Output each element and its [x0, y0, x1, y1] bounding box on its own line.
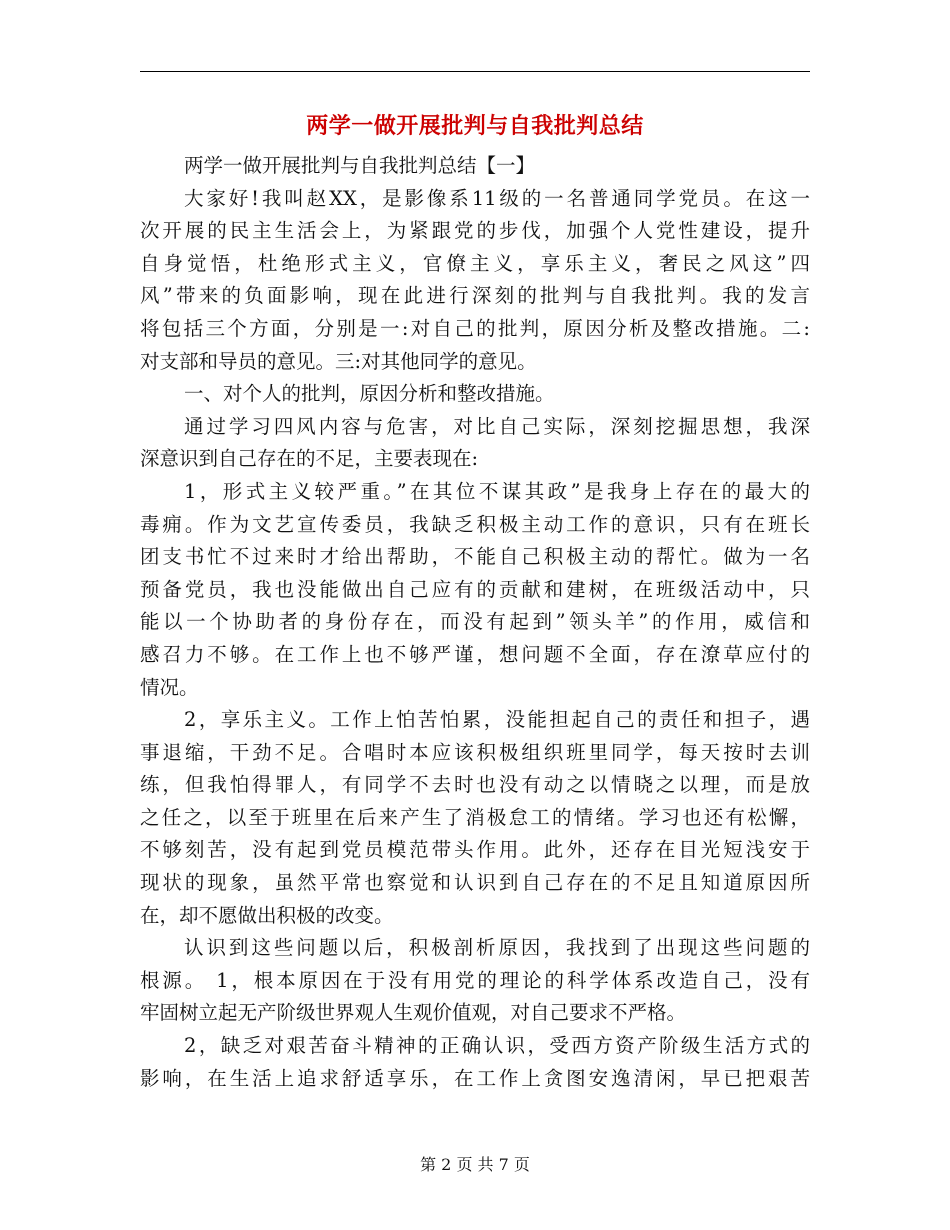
body-line: 预备党员，我也没能做出自己应有的贡献和建树，在班级活动中，只 — [140, 577, 810, 601]
body-line: 自身觉悟，杜绝形式主义，官僚主义，享乐主义，奢民之风这”四 — [140, 251, 810, 275]
body-line: 能以一个协助者的身份存在，而没有起到”领头羊”的作用，威信和 — [140, 610, 810, 634]
body-line: 对支部和导员的意见。三:对其他同学的意见。 — [140, 349, 537, 373]
body-line: 毒痈。作为文艺宣传委员，我缺乏积极主动工作的意识，只有在班长 — [140, 512, 810, 536]
body-line: 根源。 1，根本原因在于没有用党的理论的科学体系改造自己，没有 — [140, 968, 810, 992]
body-line: 2，缺乏对艰苦奋斗精神的正确认识，受西方资产阶级生活方式的 — [184, 1034, 810, 1058]
page-footer: 第 2 页 共 7 页 — [420, 1155, 530, 1174]
document-body — [140, 150, 810, 1095]
body-line: 练，但我怕得罪人，有同学不去时也没有动之以情晓之以理，而是放 — [140, 773, 810, 797]
body-line: 牢固树立起无产阶级世界观人生观价值观，对自己要求不严格。 — [140, 1001, 687, 1025]
body-line: 影响，在生活上追求舒适享乐，在工作上贪图安逸清闲，早已把艰苦 — [140, 1066, 810, 1090]
document-title: 两学一做开展批判与自我批判总结 — [306, 114, 644, 139]
body-line: 团支书忙不过来时才给出帮助，不能自己积极主动的帮忙。做为一名 — [140, 545, 810, 569]
body-line: 一、对个人的批判，原因分析和整改措施。 — [184, 382, 555, 406]
body-line: 不够刻苦，没有起到党员模范带头作用。此外，还存在目光短浅安于 — [140, 838, 810, 862]
body-line: 现状的现象，虽然平常也察觉和认识到自己存在的不足且知道原因所 — [140, 871, 810, 895]
body-line: 情况。 — [140, 675, 199, 699]
body-line: 将包括三个方面，分别是一:对自己的批判，原因分析及整改措施。二: — [140, 316, 810, 340]
body-line: 大家好!我叫赵XX，是影像系11级的一名普通同学党员。在这一 — [184, 186, 810, 210]
body-line: 1，形式主义较严重。”在其位不谋其政”是我身上存在的最大的 — [184, 479, 810, 503]
body-line: 风”带来的负面影响，现在此进行深刻的批判与自我批判。我的发言 — [140, 284, 810, 308]
body-line: 认识到这些问题以后，积极剖析原因，我找到了出现这些问题的 — [184, 936, 810, 960]
body-line: 之任之，以至于班里在后来产生了消极怠工的情绪。学习也还有松懈， — [140, 805, 810, 829]
body-line: 次开展的民主生活会上，为紧跟党的步伐，加强个人党性建设，提升 — [140, 219, 810, 243]
body-line: 事退缩，干劲不足。合唱时本应该积极组织班里同学，每天按时去训 — [140, 740, 810, 764]
body-line: 2，享乐主义。工作上怕苦怕累，没能担起自己的责任和担子，遇 — [184, 708, 810, 732]
body-line: 两学一做开展批判与自我批判总结【一】 — [184, 154, 536, 177]
header-rule — [140, 71, 810, 72]
body-line: 在，却不愿做出积极的改变。 — [140, 903, 394, 927]
body-line: 深意识到自己存在的不足，主要表现在: — [140, 447, 479, 471]
body-line: 通过学习四风内容与危害，对比自己实际，深刻挖掘思想，我深 — [184, 414, 810, 438]
body-line: 感召力不够。在工作上也不够严谨，想问题不全面，存在潦草应付的 — [140, 642, 810, 666]
